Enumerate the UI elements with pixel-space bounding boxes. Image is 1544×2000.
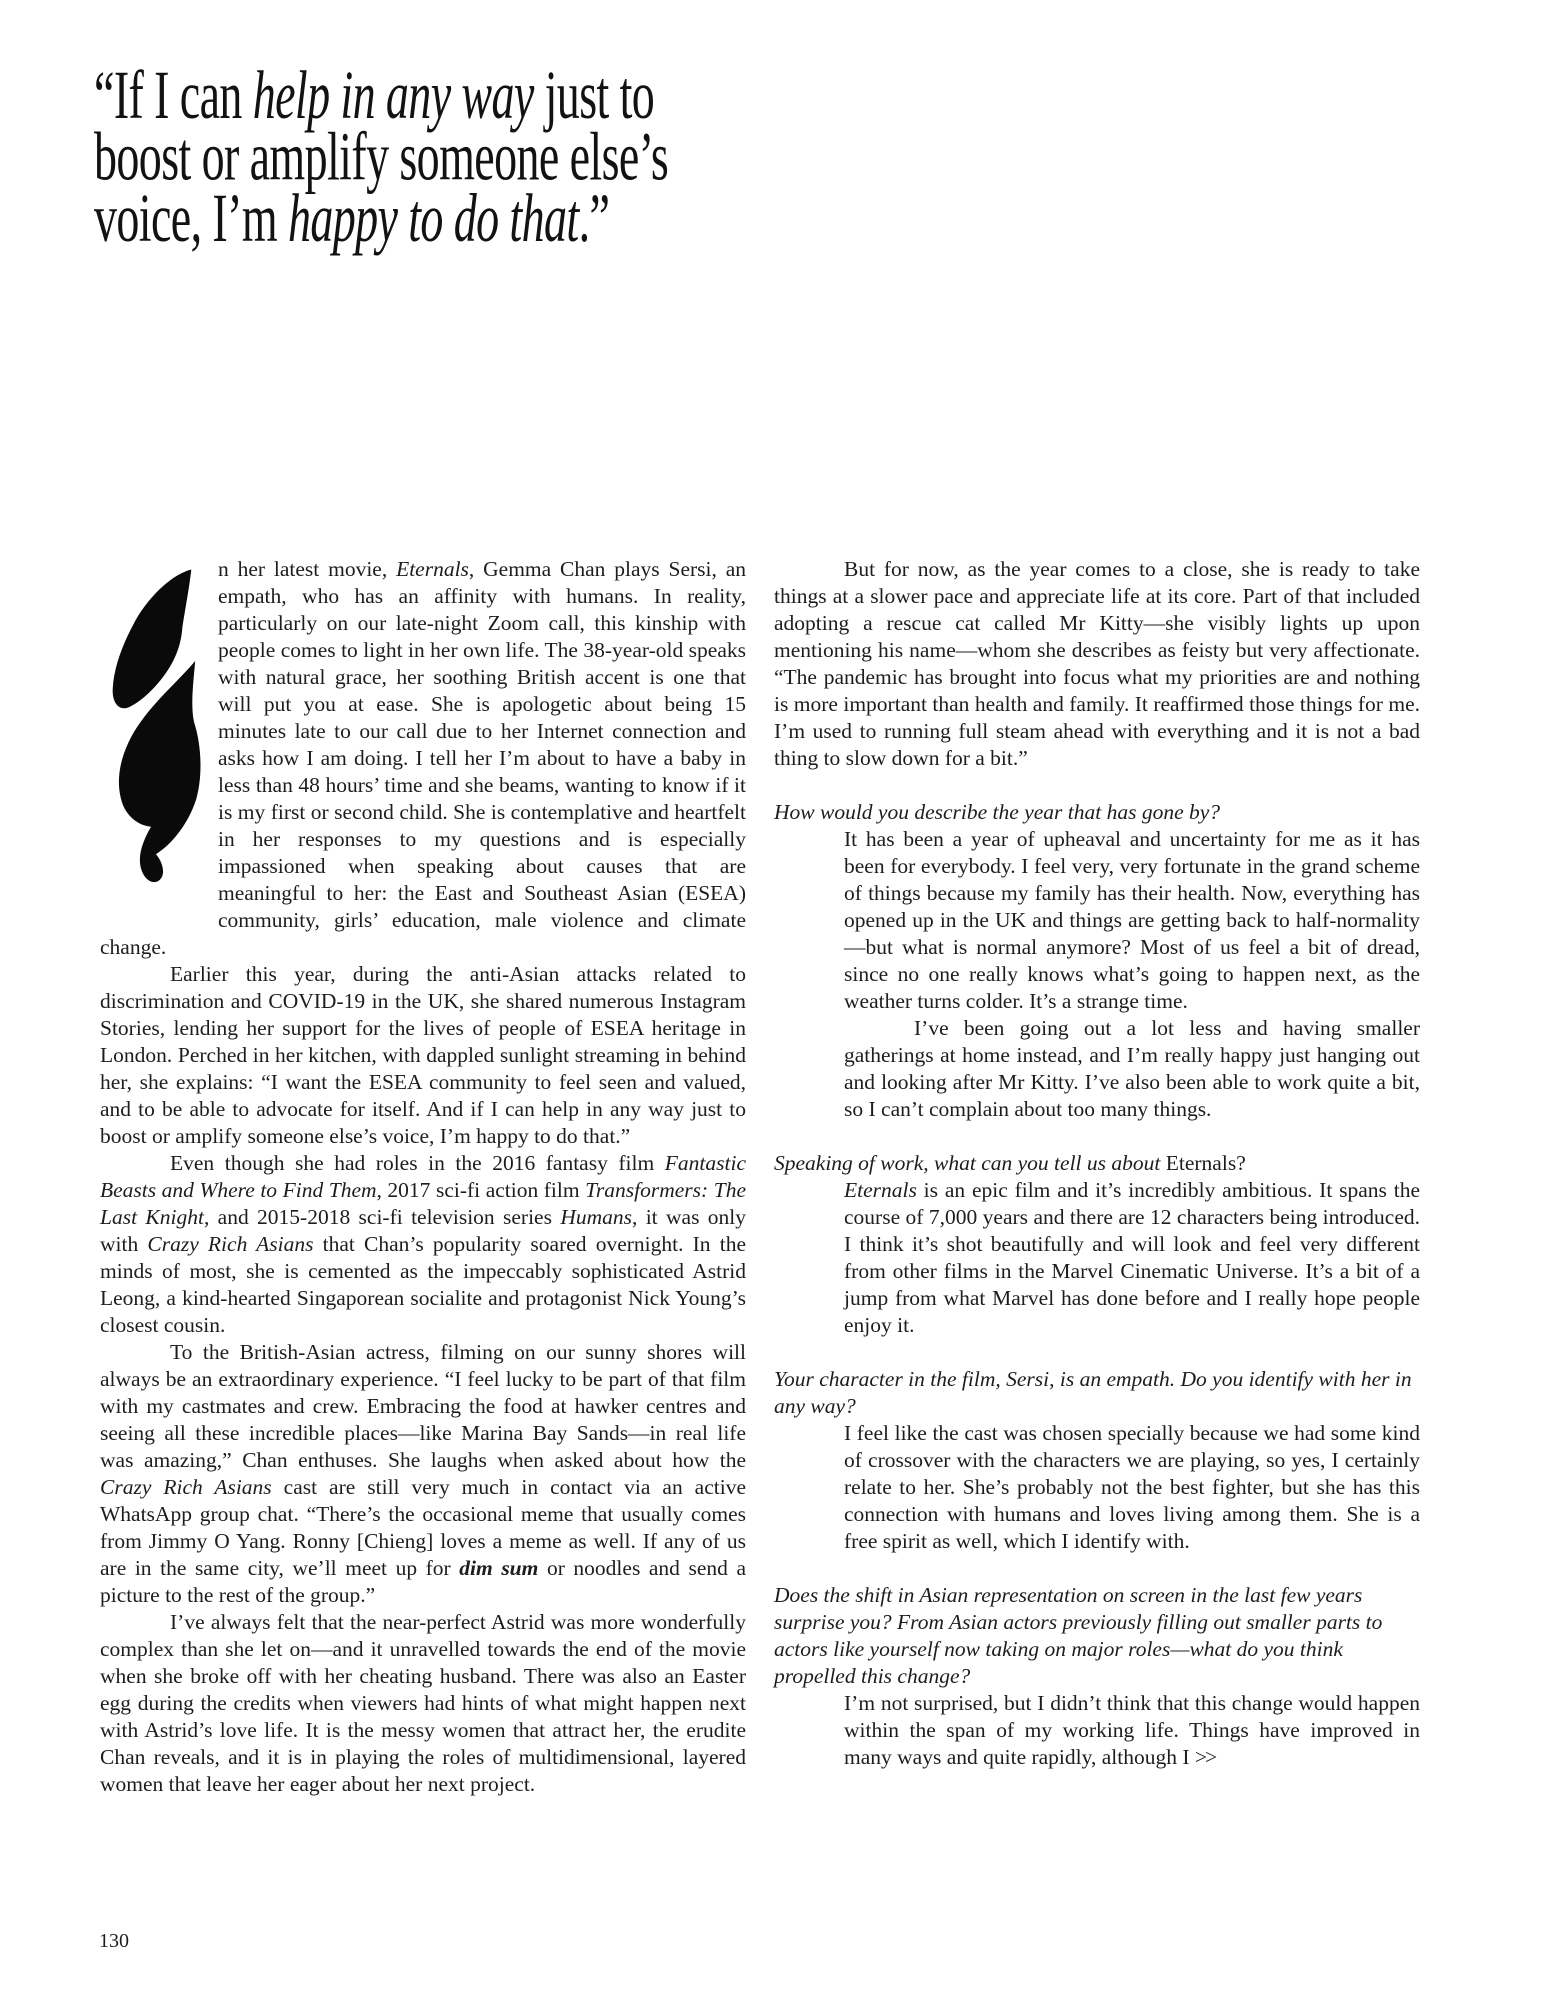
paragraph <box>100 1609 746 1798</box>
text-segment: Crazy Rich Asians <box>100 1475 272 1499</box>
text-segment: is an epic film and it’s incredibly ambitious. It spans the course of 7,000 years and there are 12 characters being introduced. I think it’s shot beautifully and will look and feel very different from other films in the Marvel Cinematic Universe. It’s a bit of a jump from what Marvel has done before and I really hope people enjoy it. <box>844 1178 1420 1337</box>
right-column <box>774 556 1420 1771</box>
pull-quote-headline <box>94 56 669 256</box>
answer-paragraph <box>844 826 1420 1015</box>
headline-text: voice, I’m <box>94 179 288 256</box>
answer-paragraph <box>844 1690 1420 1771</box>
interview-answer-1 <box>844 826 1420 1123</box>
text-segment: cast are still very much in contact via an active WhatsApp group chat. “There’s the occasional meme that usually comes from Jimmy O Yang. Ronny [Chieng] loves a meme as well. If any of us are in the same city, we’ll meet up for <box>100 1475 746 1580</box>
headline-text: just to <box>533 56 655 133</box>
drop-cap-letter-I <box>100 556 218 932</box>
paragraph <box>774 556 1420 772</box>
text-segment: Crazy Rich Asians <box>147 1232 314 1256</box>
headline-text-italic: happy to do that <box>287 179 579 256</box>
interview-question-1 <box>774 799 1420 826</box>
paragraph <box>100 1339 746 1609</box>
text-segment: Humans <box>560 1205 632 1229</box>
interview-question-2 <box>774 1150 1420 1177</box>
text-segment: that Chan’s popularity soared overnight. In the minds of most, she is cemented as the impeccably sophisticated Astrid Leong, a kind-hearted Singaporean socialite and protagonist Nick Young’s closest cousin. <box>100 1232 746 1337</box>
headline-text: boost or amplify someone else’s <box>94 118 669 195</box>
text-segment: Earlier this year, during the anti-Asian attacks related to discrimination and COVID-19 in the UK, she shared numerous Instagram Stories, lending her support for the lives of people of ESEA heritage in London. Perched in her kitchen, with dappled sunlight streaming in behind her, she explains: “I want the ESEA community to feel seen and valued, and to be able to advocate for itself. And if I can help in any way just to boost or amplify someone else’s voice, I’m happy to do that.” <box>100 962 746 1148</box>
calligraphic-i-glyph <box>100 558 208 908</box>
text-segment: To the British-Asian actress, filming on our sunny shores will always be an extraordinary experience. “I feel lucky to be part of that film with my castmates and crew. Embracing the food at hawker centres and seeing all these incredible places—like Marina Bay Sands—in real life was amazing,” Chan enthuses. She laughs when asked about how the <box>100 1340 746 1472</box>
answer-paragraph <box>844 1015 1420 1123</box>
opening-paragraph <box>100 556 746 961</box>
text-segment: I’m not surprised, but I didn’t think that this change would happen within the span of my working life. Things have improved in many ways and quite rapidly, although I <box>844 1691 1420 1769</box>
headline-text-italic: help in any way <box>252 56 534 133</box>
text-segment: Even though she had roles in the 2016 fantasy film <box>170 1151 665 1175</box>
headline-text: “If I can <box>94 56 253 133</box>
text-segment: Transformers: The Last Knight <box>100 1178 746 1229</box>
interview-answer-2 <box>844 1177 1420 1339</box>
text-segment: , Gemma Chan plays Sersi, an empath, who has an affinity with humans. In reality, particularly on our late-night Zoom call, this kinship with people comes to light in her own life. The 38-year-old speaks with natural grace, her soothing British accent is one that will put you at ease. She is apologetic about being 15 minutes late to our call due to her Internet connection and asks how I am doing. I tell her I’m about to have a baby in less than 48 hours’ time and she beams, wanting to know if it is my first or second child. She is contemplative and heartfelt in her responses to my questions and is especially impassioned when speaking about causes that are meaningful to her: the East and Southeast Asian (ESEA) community, girls’ education, male violence and climate change. <box>100 557 746 959</box>
text-segment: Eternals? <box>1165 1151 1246 1175</box>
text-segment: How would you describe the year that has gone by? <box>774 800 1221 824</box>
page-number: 130 <box>99 1930 129 1952</box>
text-segment: Eternals <box>844 1178 917 1202</box>
text-segment: Does the shift in Asian representation on screen in the last few years surprise you? From Asian actors previously filling out smaller parts to actors like yourself now taking on major roles—what do you think propelled this change? <box>774 1583 1383 1688</box>
headline-line-3 <box>94 179 668 256</box>
text-segment: But for now, as the year comes to a close, she is ready to take things at a slower pace and appreciate life at its core. Part of that included adopting a rescue cat called Mr Kitty—she visibly lights up upon mentioning his name—whom she describes as feisty but very affectionate. “The pandemic has brought into focus what my priorities are and nothing is more important than health and family. It reaffirmed those things for me. I’m used to running full steam ahead with everything and it is not a bad thing to slow down for a bit.” <box>774 557 1420 770</box>
headline-text: .” <box>578 179 610 256</box>
text-segment: I’ve always felt that the near-perfect Astrid was more wonderfully complex than she let on—and it unravelled towards the end of the movie when she broke off with her cheating husband. There was also an Easter egg during the credits when viewers had hints of what might happen next with Astrid’s love life. It is the messy women that attract her, the erudite Chan reveals, and it is in playing the roles of multidimensional, layered women that leave her eager about her next project. <box>100 1610 746 1796</box>
answer-paragraph <box>844 1420 1420 1555</box>
interview-answer-3 <box>844 1420 1420 1555</box>
text-segment: Fantastic Beasts and Where to Find Them <box>100 1151 746 1202</box>
paragraph <box>100 1150 746 1339</box>
text-segment: I feel like the cast was chosen specially because we had some kind of crossover with the characters we are playing, so yes, I certainly relate to her. She’s probably not the best fighter, but she has this connection with humans and loves living among them. She is a free spirit as well, which I identify with. <box>844 1421 1420 1553</box>
headline-line-2 <box>94 118 669 195</box>
left-column <box>100 556 746 1798</box>
paragraph <box>100 961 746 1150</box>
interview-question-3 <box>774 1366 1420 1420</box>
text-segment: It has been a year of upheaval and uncertainty for me as it has been for everybody. I feel very, very fortunate in the grand scheme of things because my family has their health. Now, everything has opened up in the UK and things are getting back to half-normality—but what is normal anymore? Most of us feel a bit of dread, since no one really knows what’s going to happen next, as the weather turns colder. It’s a strange time. <box>844 827 1420 1013</box>
text-segment: Eternals <box>396 557 469 581</box>
interview-answer-4 <box>844 1690 1420 1771</box>
answer-paragraph <box>844 1177 1420 1339</box>
text-segment: or noodles and send a picture to the rest of the group.” <box>100 1556 747 1607</box>
text-segment: Your character in the film, Sersi, is an empath. Do you identify with her in any way? <box>774 1367 1412 1418</box>
text-segment: , it was only with <box>100 1205 746 1256</box>
text-segment: dim sum <box>459 1556 539 1580</box>
interview-question-4 <box>774 1582 1420 1690</box>
text-segment: , 2017 sci-fi action film <box>376 1178 586 1202</box>
text-segment: I’ve been going out a lot less and having smaller gatherings at home instead, and I’m really happy just hanging out and looking after Mr Kitty. I’ve also been able to work quite a bit, so I can’t complain about too many things. <box>844 1016 1420 1121</box>
text-segment: >> <box>1194 1745 1216 1769</box>
text-segment: Speaking of work, what can you tell us about <box>774 1151 1166 1175</box>
text-segment: n her latest movie, <box>218 557 397 581</box>
text-segment: , and 2015-2018 sci-fi television series <box>203 1205 561 1229</box>
headline-line-1 <box>94 56 668 133</box>
